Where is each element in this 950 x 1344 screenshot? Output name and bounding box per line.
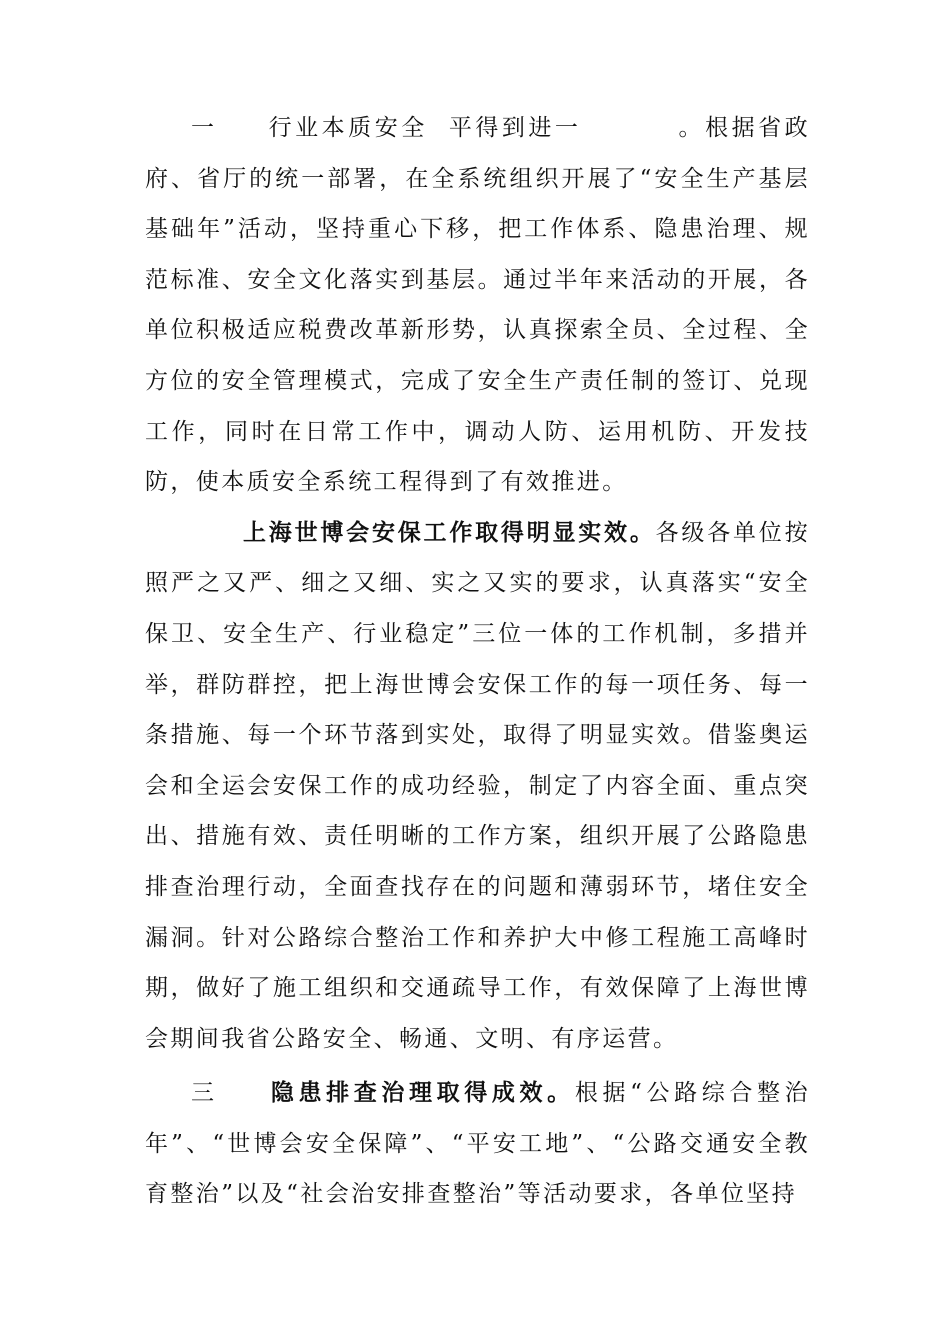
document-body [145, 103, 810, 1220]
paragraph-2 [145, 508, 810, 1065]
paragraph-2-body: 各级各单位按照严之又严、细之又细、实之又实的要求，认真落实“安全保卫、安全生产、行业稳定”三位一体的工作机制，多措并举，群防群控，把上海世博会安保工作的每一项任务、每一条措施、每一个环节落到实处，取得了明显实效。借鉴奥运会和全运会安保工作的成功经验，制定了内容全面、重点突出、措施有效、责任明晰的工作方案，组织开展了公路隐患排查治理行动，全面查找存在的问题和薄弱环节，堵住安全漏洞。针对公路综合整治工作和养护大中修工程施工高峰时期，做好了施工组织和交通疏导工作，有效保障了上海世博会期间我省公路安全、畅通、文明、有序运营。 [145, 519, 810, 1052]
paragraph-1-body: 。根据省政府、省厅的统一部署，在全系统组织开展了“安全生产基层基础年”活动，坚持重心下移，把工作体系、隐患治理、规范标准、安全文化落实到基层。通过半年来活动的开展，各单位积极适应税费改革新形势，认真探索全员、全过程、全方位的安全管理模式，完成了安全生产责任制的签订、兑现工作，同时在日常工作中，调动人防、运用机防、开发技防，使本质安全系统工程得到了有效推进。 [145, 115, 811, 496]
paragraph-3-number: 三 [191, 1080, 219, 1107]
paragraph-3 [145, 1068, 810, 1220]
paragraph-1-number: 一 [191, 115, 218, 141]
paragraph-1-heading-part1: 行业本质安全 [267, 115, 428, 141]
paragraph-1 [145, 103, 810, 508]
paragraph-3-heading: 隐患排查治理取得成效。 [268, 1079, 575, 1107]
paragraph-2-heading: 上海世博会安保工作取得明显实效。 [243, 518, 656, 546]
paragraph-3-body: 根据“公路综合整治年”、“世博会安全保障”、“平安工地”、“公路交通安全教育整治”以及“社会治安排查整治”等活动要求，各单位坚持 [145, 1080, 811, 1208]
paragraph-1-heading-part2: 平得到进一 [447, 115, 582, 141]
